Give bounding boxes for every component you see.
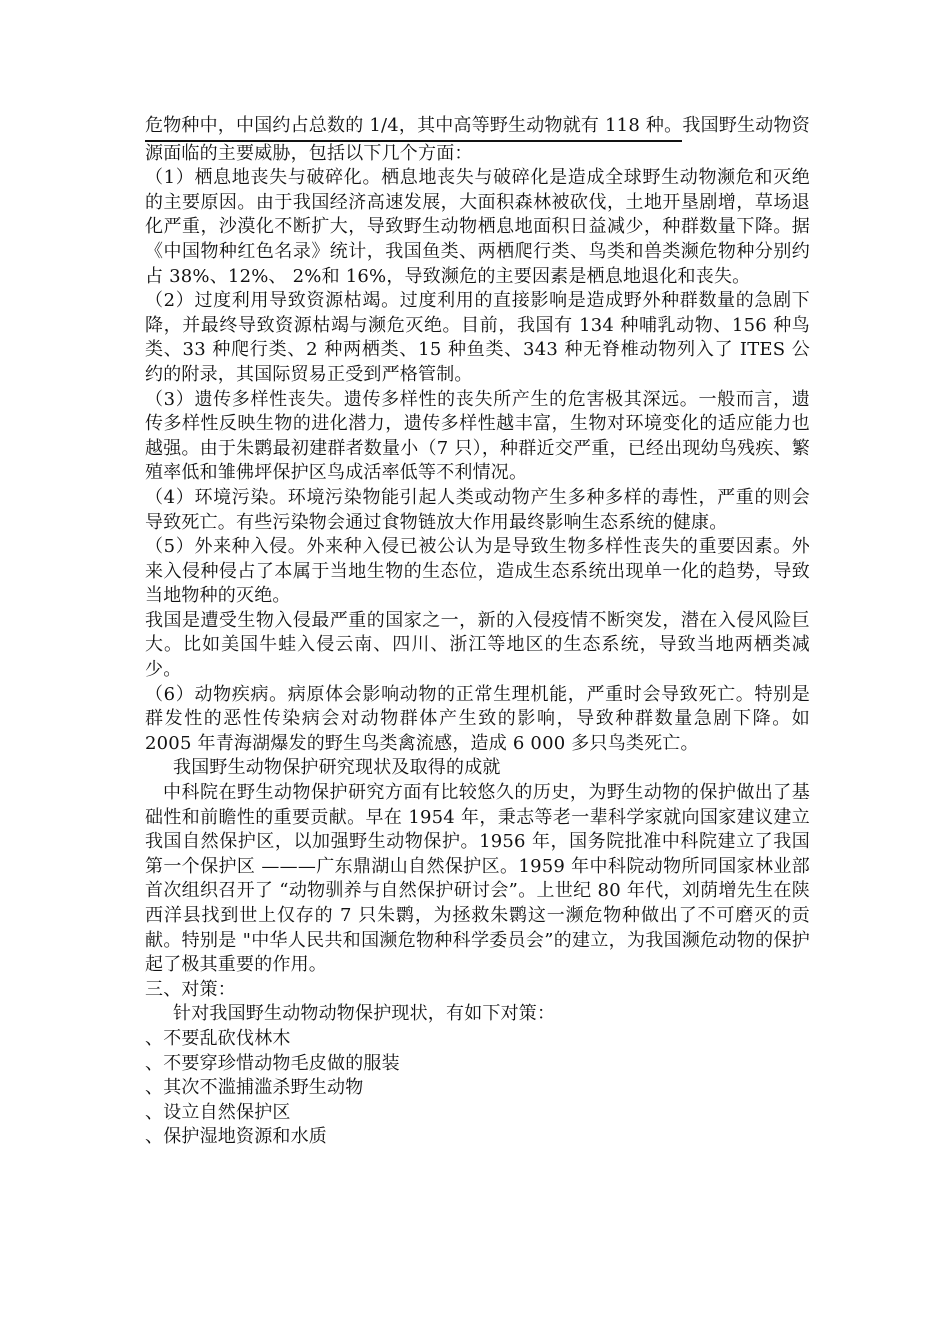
- measure-item-1: 、不要乱砍伐林木: [145, 1027, 291, 1049]
- threat-2-paragraph: （2）过度利用导致资源枯竭。过度利用的直接影响是造成野外种群数量的急剧下降，并最终导致资源枯竭与濒危灭绝。目前，我国有 134 种哺乳动物、156 种鸟类、33 种爬行类、2 种两栖类、15 种鱼类、343 种无脊椎动物列入了 ITES 公约的附录，其国际贸易正受到严格管制。: [145, 290, 810, 385]
- measure-item-3: 、其次不滥捕滥杀野生动物: [145, 1077, 364, 1099]
- research-paragraph: 中科院在野生动物保护研究方面有比较悠久的历史，为野生动物的保护做出了基础性和前瞻性的重要贡献。早在 1954 年，秉志等老一辈科学家就向国家建议建立我国自然保护区，以加强野生动物保护。1956 年，国务院批准中科院建立了我国第一个保护区 ———广东鼎湖山自然保护区。1959 年中科院动物所同国家林业部首次组织召开了 “动物驯养与自然保护研讨会”。上世纪 80 年代，刘荫增先生在陕西洋县找到世上仅存的 7 只朱鹮，为拯救朱鹮这一濒危物种做出了不可磨灭的贡献。特别是 "中华人民共和国濒危物种科学委员会”的建立，为我国濒危动物的保护起了极其重要的作用。: [145, 782, 810, 976]
- document-body: [145, 114, 810, 1150]
- threat-5-paragraph: （5）外来种入侵。外来种入侵已被公认为是导致生物多样性丧失的重要因素。外来入侵种侵占了本属于当地生物的生态位，造成生态系统出现单一化的趋势，导致当地物种的灭绝。: [145, 536, 810, 607]
- threat-3-paragraph: （3）遗传多样性丧失。遗传多样性的丧失所产生的危害极其深远。一般而言，遗传多样性反映生物的进化潜力，遗传多样性越丰富，生物对环境变化的适应能力也越强。由于朱鹮最初建群者数量小（7 只），种群近交严重，已经出现幼鸟残疾、繁殖率低和雏佛坪保护区鸟成活率低等不利情况。: [145, 388, 810, 484]
- intro-paragraph: [145, 114, 810, 166]
- measure-item-2: 、不要穿珍惜动物毛皮做的服装: [145, 1052, 400, 1074]
- invasion-note-paragraph: 我国是遭受生物入侵最严重的国家之一，新的入侵疫情不断突发，潜在入侵风险巨大。比如美国牛蛙入侵云南、四川、浙江等地区的生态系统，导致当地两栖类减少。: [145, 609, 810, 681]
- threat-1-paragraph: （1）栖息地丧失与破碎化。栖息地丧失与破碎化是造成全球野生动物濒危和灭绝的主要原因。由于我国经济高速发展，大面积森林被砍伐，土地开垦剧增，草场退化严重，沙漠化不断扩大，导致野生动物栖息地面积日益减少，种群数量下降。据《中国物种红色名录》统计，我国鱼类、两栖爬行类、鸟类和兽类濒危物种分别约占 38%、12%、 2%和 16%，导致濒危的主要因素是栖息地退化和丧失。: [145, 167, 810, 287]
- underlined-first-line: 危物种中，中国约占总数的 1/4，其中高等野生动物就有 118 种。: [145, 114, 682, 142]
- section-3-title: 三、对策：: [145, 978, 236, 1000]
- research-heading: 我国野生动物保护研究现状及取得的成就: [173, 757, 501, 779]
- intro-tail: 我国野生动物资源面临的主要威胁，包括以下几个方面：: [145, 115, 810, 164]
- threat-6-paragraph: （6）动物疾病。病原体会影响动物的正常生理机能，严重时会导致死亡。特别是群发性的恶性传染病会对动物群体产生致的影响，导致种群数量急剧下降。如 2005 年青海湖爆发的野生鸟类禽流感，造成 6 000 多只鸟类死亡。: [145, 683, 810, 754]
- threat-4-paragraph: （4）环境污染。环境污染物能引起人类或动物产生多种多样的毒性，严重的则会导致死亡。有些污染物会通过食物链放大作用最终影响生态系统的健康。: [145, 486, 810, 533]
- measure-item-5: 、保护湿地资源和水质: [145, 1126, 327, 1148]
- measure-item-4: 、设立自然保护区: [145, 1101, 291, 1123]
- section-3-intro: 针对我国野生动物动物保护现状，有如下对策：: [173, 1003, 556, 1025]
